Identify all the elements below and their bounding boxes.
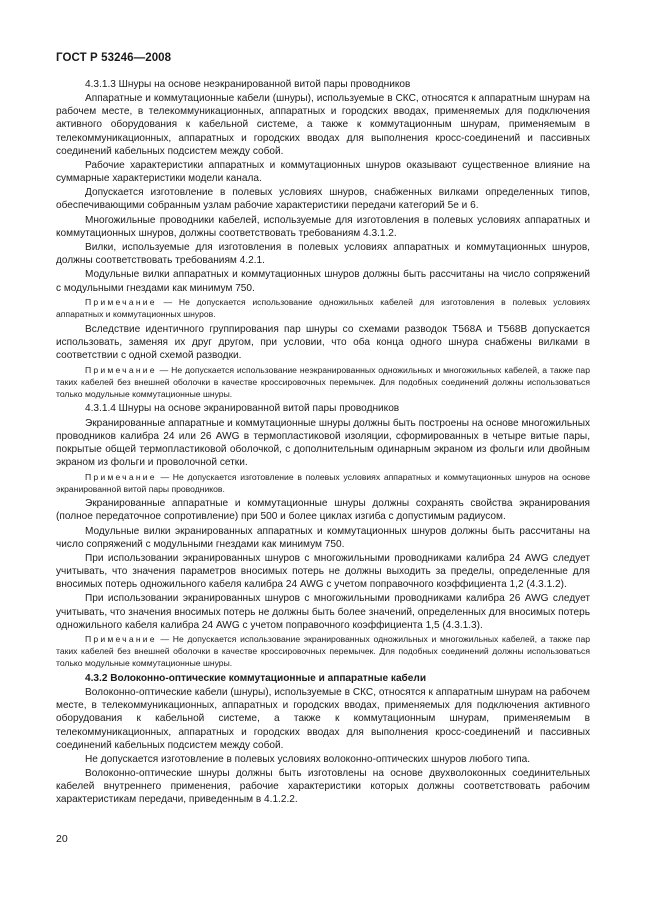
note	[56, 633, 590, 669]
page-number: 20	[56, 833, 68, 845]
paragraph: Волоконно-оптические шнуры должны быть изготовлены на основе двухволоконных соединительных кабелей внутреннего применения, рабочие характеристики которых должны соответствовать рабочим характеристикам передачи, приведенным в 4.1.2.2.	[56, 768, 590, 806]
section-title-4-3-1-4: 4.3.1.4 Шнуры на основе экранированной витой пары проводников	[85, 403, 400, 415]
paragraph: Волоконно-оптические кабели (шнуры), используемые в СКС, относятся к аппаратным шнурам на рабочем месте, в телекоммуникационных, аппаратных и городских вводах, применяемых для подключения активного оборудования к кабельной системе, а также к коммутационным шнурам, применяемым в телекоммуникационных, аппаратных и городских вводах для выполнения кросс-соединений и пассивных соединений кабельных подсистем между собой.	[56, 687, 590, 751]
paragraph: При использовании экранированных шнуров с многожильными проводниками калибра 26 AWG следует учитывать, что значения вносимых потерь не должны быть более значений, определенных для вносимых потерь одножильного кабеля калибра 24 AWG с учетом поправочного коэффициента 1,5 (4.3.1.3).	[56, 593, 590, 631]
paragraph: Допускается изготовление в полевых условиях шнуров, снабженных вилками определенных типов, обеспечивающими собранным узлам рабочие характеристики передачи категорий 5е и 6.	[56, 187, 590, 212]
note-label: Примечание	[85, 634, 157, 645]
note-label: Примечание	[85, 297, 157, 308]
paragraph: Вилки, используемые для изготовления в полевых условиях аппаратных и коммутационных шнуров, должны соответствовать требованиям 4.2.1.	[56, 242, 590, 267]
paragraph: Аппаратные и коммутационные кабели (шнуры), используемые в СКС, относятся к аппаратным шнурам на рабочем месте, в телекоммуникационных, аппаратных и городских вводах, применяемых для подключения активного оборудования к кабельной системе, а также к коммутационным шнурам, применяемым в телекоммуникационных, аппаратных и городских вводах для выполнения кросс-соединений и пассивных соединений кабельных подсистем между собой.	[56, 93, 590, 157]
note-text: — Не допускается изготовление в полевых условиях аппаратных и коммутационных шнуров на основе экранированной витой пары проводников.	[56, 471, 590, 494]
note-text: — Не допускается использование экранированных одножильных и многожильных кабелей, а также пар таких кабелей без внешней оболочки в качестве кроссировочных перемычек. Для подобных соединений должны использоваться только модульные коммутационные шнуры.	[56, 634, 591, 669]
paragraph: Модульные вилки экранированных аппаратных и коммутационных шнуров должны быть рассчитаны на число сопряжений с модульными гнездами как минимум 750.	[56, 525, 590, 550]
document-code-header: ГОСТ Р 53246—2008	[56, 52, 172, 64]
section-title-4-3-1-3: 4.3.1.3 Шнуры на основе неэкранированной витой пары проводников	[85, 79, 411, 90]
paragraph: При использовании экранированных шнуров с многожильными проводниками калибра 24 AWG следует учитывать, что значения параметров вносимых потерь не должны выходить за пределы, определенные для вносимых потерь одножильного кабеля калибра 24 AWG с учетом поправочного коэффициента 1,2 (4.3.1.2).	[56, 552, 590, 591]
note-label: Примечание	[85, 364, 157, 375]
paragraph: Модульные вилки аппаратных и коммутационных шнуров должны быть рассчитаны на число сопряжений с модульными гнездами как минимум 750.	[56, 269, 590, 294]
paragraph: Вследствие идентичного группирования пар шнуры со схемами разводок T568A и T568B допускается использовать, заменяя их друг другом, при условии, что оба конца одного шнура снабжены вилками в соответствии с одной схемой разводки.	[56, 323, 590, 361]
note-label: Примечание	[85, 471, 157, 482]
note	[56, 296, 590, 320]
note	[56, 364, 590, 400]
paragraph: Экранированные аппаратные и коммутационные шнуры должны сохранять свойства экранирования (полное передаточное сопротивление) при 500 и более циклах изгиба с допустимым радиусом.	[56, 498, 590, 523]
note-text: — Не допускается использование неэкранированных одножильных и многожильных кабелей, а также пар таких кабелей без внешней оболочки в качестве кроссировочных перемычек. Для подобных соединений должны использоваться только модульные коммутационные шнуры.	[56, 364, 590, 399]
note-text: — Не допускается использование одножильных кабелей для изготовления в полевых условиях аппаратных и коммутационных шнуров.	[56, 297, 591, 320]
section-title-4-3-2: 4.3.2 Волоконно-оптические коммутационные и аппаратные кабели	[85, 673, 427, 684]
document-body	[56, 78, 590, 808]
note	[56, 471, 590, 495]
paragraph: Экранированные аппаратные и коммутационные шнуры должны быть построены на основе многожильных проводников калибра 24 или 26 AWG в термопластиковой изоляции, сформированных в четыре витые пары, покрытые общей термопластиковой оболочкой, с дополнительным одинарным экраном из фольги или двойным экраном из фольги и проволочной сетки.	[56, 417, 590, 468]
paragraph: Рабочие характеристики аппаратных и коммутационных шнуров оказывают существенное влияние на суммарные характеристики модели канала.	[56, 159, 590, 185]
paragraph: Многожильные проводники кабелей, используемые для изготовления в полевых условиях аппаратных и коммутационных шнуров, должны соответствовать требованиям 4.3.1.2.	[56, 214, 590, 239]
paragraph: Не допускается изготовление в полевых условиях волоконно-оптических шнуров любого типа.	[85, 753, 530, 765]
